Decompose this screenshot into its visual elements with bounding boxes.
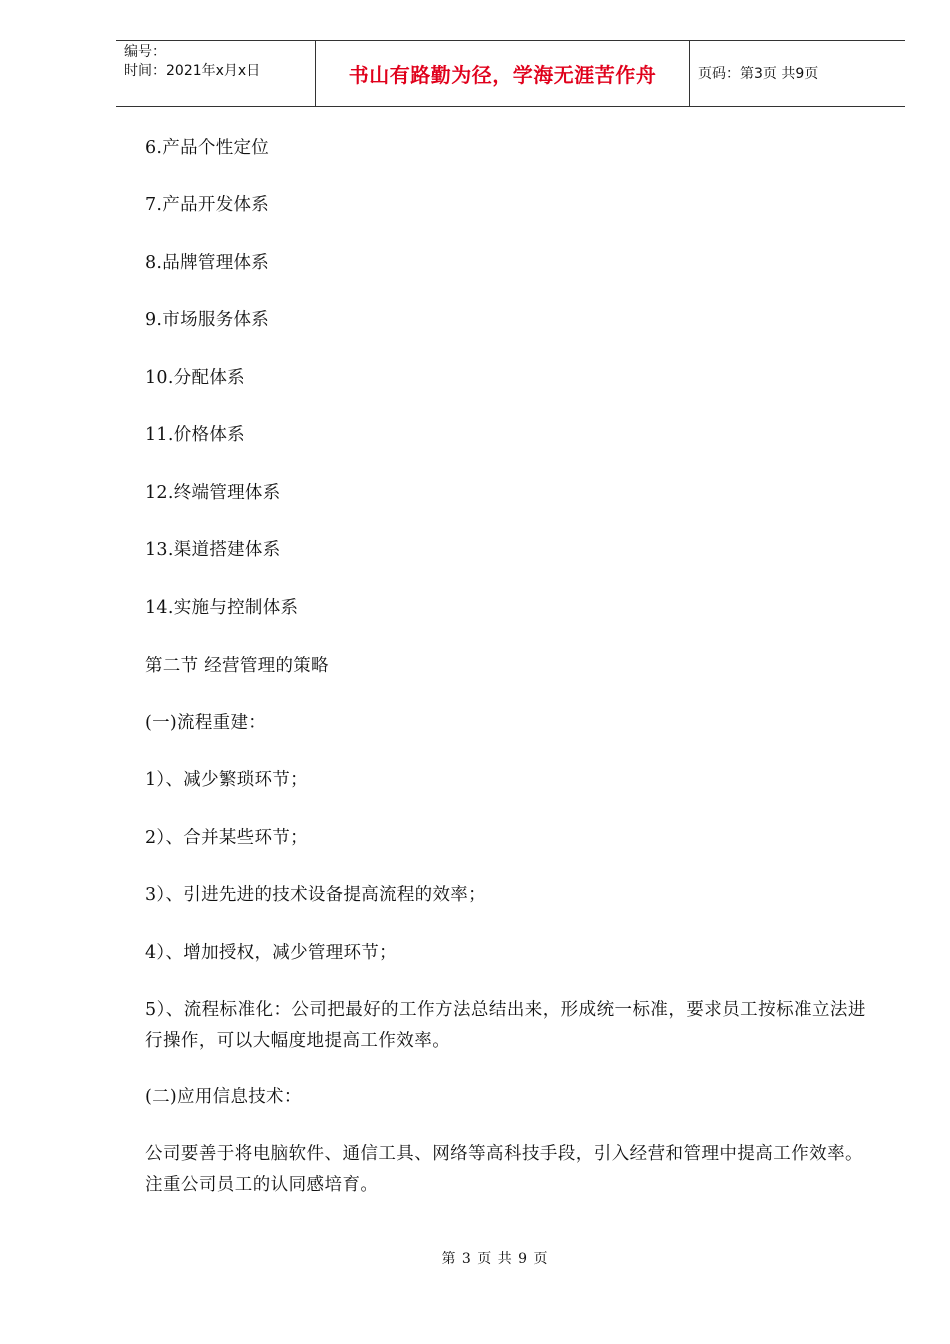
serial-number-label: 编号： [124,44,166,60]
subsection-heading: (一)流程重建： [145,713,267,733]
subsection-heading: (二)应用信息技术： [145,1087,302,1107]
list-item: 11.价格体系 [145,425,245,445]
list-item: 8.品牌管理体系 [145,253,270,273]
list-item: 1）、减少繁琐环节； [145,770,308,790]
list-item: 6.产品个性定位 [145,138,270,158]
section-heading: 第二节 经营管理的策略 [145,656,329,676]
paragraph-process-standardization: 5）、流程标准化：公司把最好的工作方法总结出来，形成统一标准，要求员工按标准立法进行操作，可以大幅度地提高工作效率。 [145,1000,866,1051]
motto-text: 书山有路勤为径，学海无涯苦作舟 [348,63,657,87]
list-item: 3）、引进先进的技术设备提高流程的效率； [145,885,486,905]
list-item: 9.市场服务体系 [145,310,270,330]
list-item: 2）、合并某些环节； [145,828,308,848]
page-header [116,40,905,107]
page-footer: 第 3 页 共 9 页 [441,1251,549,1267]
list-item: 13.渠道搭建体系 [145,540,281,560]
header-meta-cell [116,41,316,106]
page-number-label: 页码：第3页 共9页 [698,65,819,82]
header-page-cell [690,41,905,106]
paragraph-information-technology: 公司要善于将电脑软件、通信工具、网络等高科技手段，引入经营和管理中提高工作效率。注重公司员工的认同感培育。 [145,1144,863,1195]
list-item: 10.分配体系 [145,368,245,388]
header-motto-cell [316,41,690,106]
list-item: 7.产品开发体系 [145,195,270,215]
date-label: 时间：2021年x月x日 [124,63,261,79]
list-item: 4）、增加授权，减少管理环节； [145,943,397,963]
list-item: 14.实施与控制体系 [145,598,299,618]
list-item: 12.终端管理体系 [145,483,281,503]
